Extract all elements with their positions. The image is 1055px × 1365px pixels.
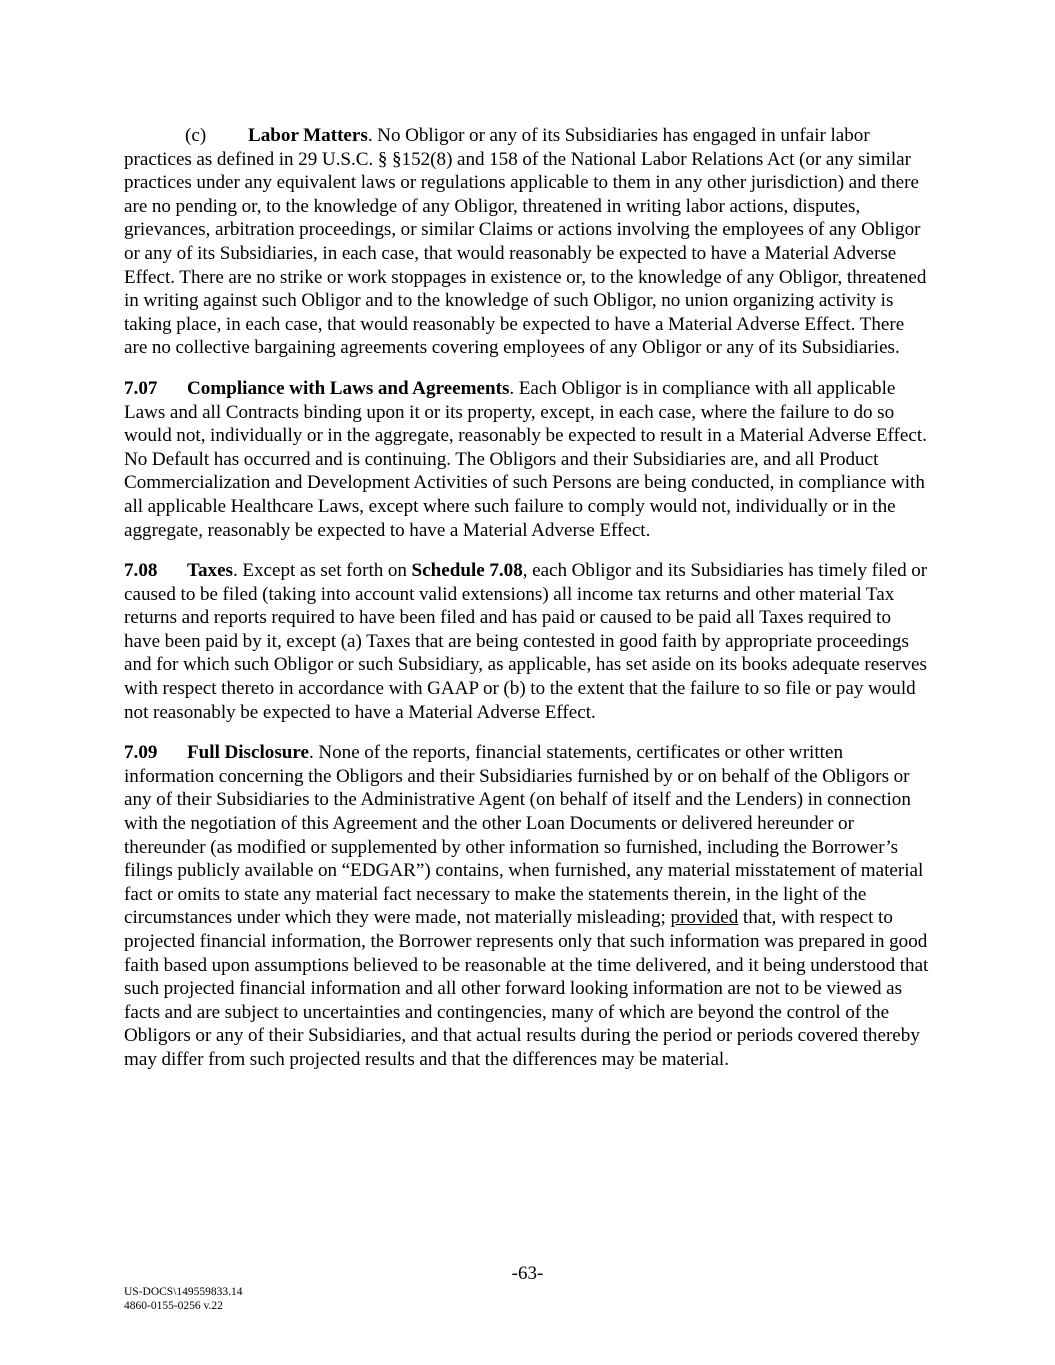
document-footer: [124, 1285, 243, 1313]
clause-heading: Labor Matters: [248, 125, 368, 146]
section-number: 7.08: [124, 560, 158, 582]
section-text: , each Obligor and its Subsidiaries has timely filed or caused to be filed (taking into account valid extensions) all income tax returns and other material Tax returns and reports required to have been filed and has paid or caused to be paid all Taxes required to have been paid by it, except (a) Taxes that are being contested in good faith by appropriate proceedings and for which such Obligor or such Subsidiary, as applicable, has set aside on its books adequate reserves with respect thereto in accordance with GAAP or (b) to the extent that the failure to so file or pay would not reasonably be expected to have a Material Adverse Effect.: [124, 560, 928, 723]
paragraph-labor-matters: [124, 124, 930, 360]
section-number: 7.07: [124, 377, 158, 399]
section-text: . Except as set forth on: [232, 560, 412, 582]
section-7-08: [124, 559, 930, 724]
section-7-09: [124, 741, 930, 1071]
page-number: -63-: [511, 1263, 544, 1284]
clause-text: . No Obligor or any of its Subsidiaries has engaged in unfair labor practices as defined in 29 U.S.C. § §152(8) and 158 of the National Labor Relations Act (or any similar practices under any equivalent laws or regulations applicable to them in any other jurisdiction) and there are no pending or, to the knowledge of any Obligor, threatened in writing labor actions, disputes, grievances, arbitration proceedings, or similar Claims or actions involving the employees of any Obligor or any of its Subsidiaries, in each case, that would reasonably be expected to have a Material Adverse Effect. There are no strike or work stoppages in existence or, to the knowledge of any Obligor, threatened in writing against such Obligor and to the knowledge of such Obligor, no union organizing activity is taking place, in each case, that would reasonably be expected to have a Material Adverse Effect. There are no collective bargaining agreements covering employees of any Obligor or any of its Subsidiaries.: [124, 125, 927, 359]
section-heading: Compliance with Laws and Agreements: [187, 377, 510, 399]
section-number: 7.09: [124, 742, 158, 764]
section-text: . None of the reports, financial statements, certificates or other written information concerning the Obligors and their Subsidiaries furnished by or on behalf of the Obligors or any of their Subsidiaries to the Administrative Agent (on behalf of itself and the Lenders) in connection with the negotiation of this Agreement and the other Loan Documents or delivered hereunder or thereunder (as modified or supplemented by other information so furnished, including the Borrower’s filings publicly available on “EDGAR”) contains, when furnished, any material misstatement of material fact or omits to state any material fact necessary to make the statements therein, in the light of the circumstances under which they were made, not materially misleading;: [124, 742, 924, 929]
schedule-reference: Schedule 7.08: [411, 560, 523, 582]
document-version: 4860-0155-0256 v.22: [124, 1300, 223, 1312]
section-7-07: [124, 377, 930, 542]
section-heading: Taxes: [187, 560, 233, 582]
document-id: US-DOCS\149559833.14: [124, 1286, 243, 1298]
provided-term: provided: [670, 907, 739, 929]
document-page: [124, 124, 930, 1089]
section-heading: Full Disclosure: [187, 742, 309, 764]
section-text: that, with respect to projected financial information, the Borrower represents only that such information was prepared in good faith based upon assumptions believed to be reasonable at the time delivered, and it being understood that such projected financial information and all other forward looking information are not to be viewed as facts and are subject to uncertainties and contingencies, many of which are beyond the control of the Obligors or any of their Subsidiaries, and that actual results during the period or periods covered thereby may differ from such projected results and that the differences may be material.: [124, 907, 929, 1070]
clause-label: (c): [185, 125, 207, 146]
section-text: . Each Obligor is in compliance with all applicable Laws and all Contracts binding upon it or its property, except, in each case, where the failure to do so would not, individually or in the aggregate, reasonably be expected to result in a Material Adverse Effect. No Default has occurred and is continuing. The Obligors and their Subsidiaries are, and all Product Commercialization and Development Activities of such Persons are being conducted, in compliance with all applicable Healthcare Laws, except where such failure to comply would not, individually or in the aggregate, reasonably be expected to have a Material Adverse Effect.: [124, 377, 927, 541]
